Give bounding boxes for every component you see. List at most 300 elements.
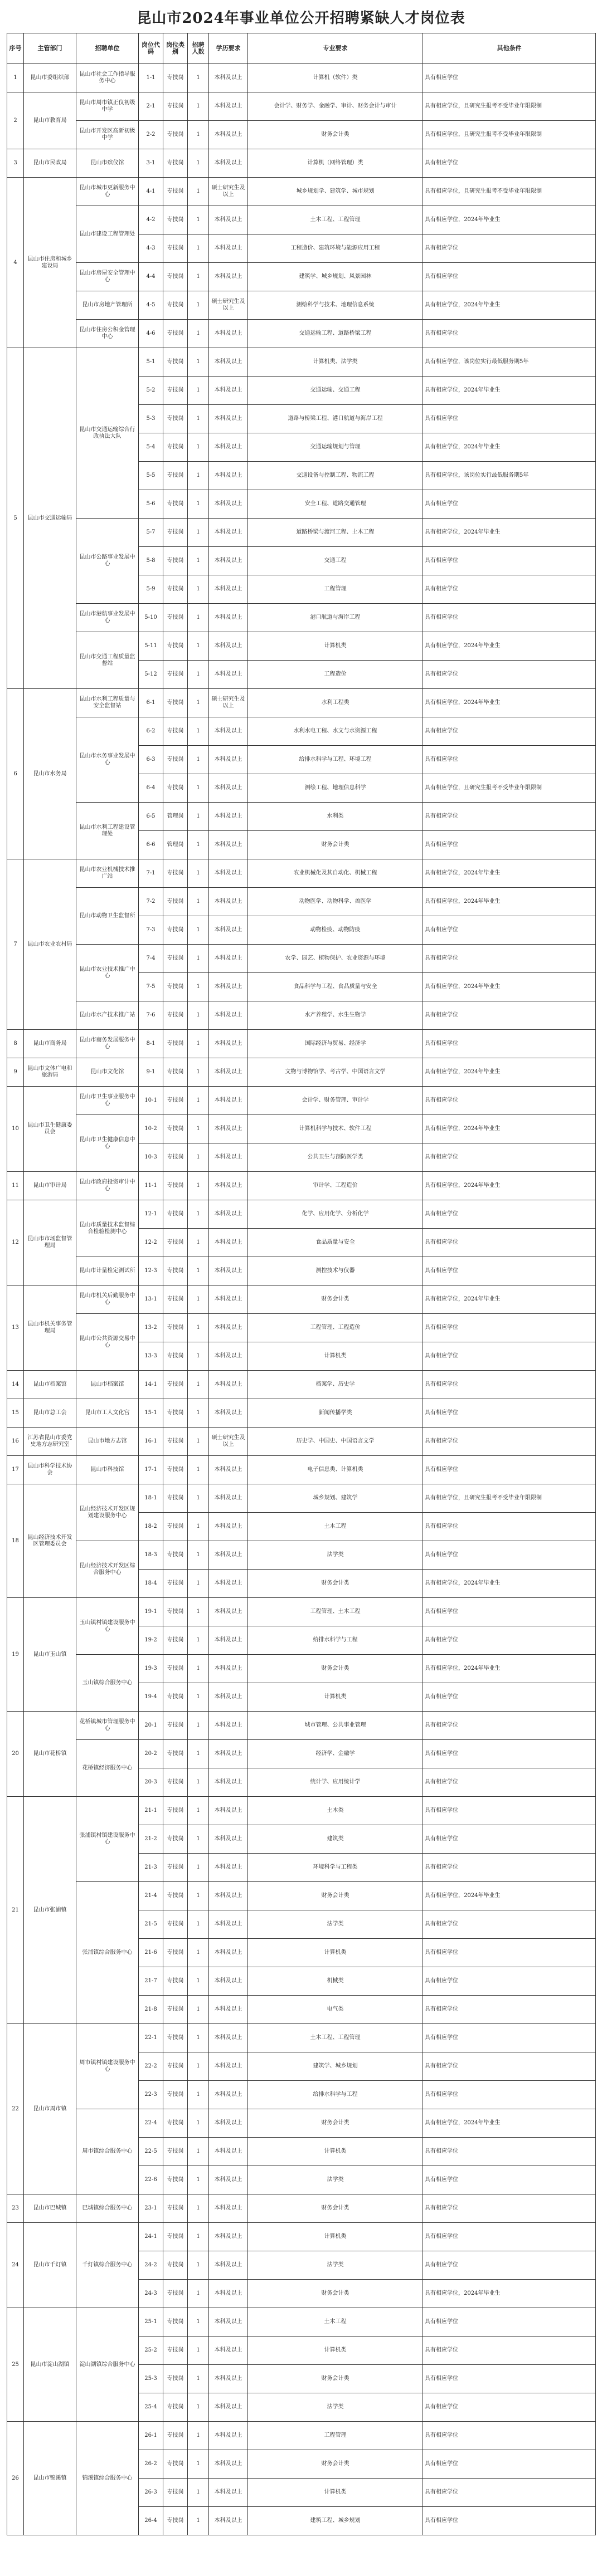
major-cell: 城乡规划、建筑学 xyxy=(248,1484,423,1513)
position-code-cell: 22-4 xyxy=(139,2109,163,2138)
major-cell: 财务会计类 xyxy=(248,1655,423,1683)
other-conditions-cell: 具有相应学位 xyxy=(423,916,596,945)
major-cell: 计算机类、法学类 xyxy=(248,348,423,377)
unit-cell: 昆山市交通运输综合行政执法大队 xyxy=(76,348,139,519)
unit-cell: 花桥镇城市管理服务中心 xyxy=(76,1712,139,1740)
education-cell: 本科及以上 xyxy=(209,1001,248,1030)
major-cell: 道路与桥梁工程、港口航道与海岸工程 xyxy=(248,405,423,433)
position-code-cell: 6-2 xyxy=(139,717,163,746)
position-type-cell: 专技岗 xyxy=(163,689,188,717)
education-cell: 本科及以上 xyxy=(209,1598,248,1626)
position-code-cell: 4-5 xyxy=(139,291,163,320)
major-cell: 档案学、历史学 xyxy=(248,1371,423,1399)
other-conditions-cell: 具有相应学位 xyxy=(423,2393,596,2422)
position-code-cell: 4-1 xyxy=(139,178,163,206)
row-number-cell: 26 xyxy=(7,2422,24,2535)
table-row xyxy=(7,689,596,717)
major-cell: 计算机类 xyxy=(248,2337,423,2365)
headcount-cell: 1 xyxy=(188,1399,209,1428)
position-type-cell: 专技岗 xyxy=(163,2280,188,2308)
headcount-cell: 1 xyxy=(188,717,209,746)
other-conditions-cell: 具有相应学位 xyxy=(423,405,596,433)
position-code-cell: 16-1 xyxy=(139,1428,163,1456)
position-type-cell: 专技岗 xyxy=(163,1285,188,1314)
row-number-cell: 10 xyxy=(7,1087,24,1172)
education-cell: 硕士研究生及以上 xyxy=(209,689,248,717)
unit-cell: 昆山市农业机械技术推广站 xyxy=(76,859,139,888)
position-type-cell: 专技岗 xyxy=(163,1257,188,1285)
education-cell: 本科及以上 xyxy=(209,1200,248,1229)
table-row xyxy=(7,1030,596,1058)
other-conditions-cell: 具有相应学位，2024年毕业生 xyxy=(423,689,596,717)
other-conditions-cell: 具有相应学位 xyxy=(423,1314,596,1342)
position-type-cell: 专技岗 xyxy=(163,121,188,149)
major-cell: 城市管理、公共事业管理 xyxy=(248,1712,423,1740)
other-conditions-cell: 具有相应学位 xyxy=(423,1001,596,1030)
position-code-cell: 26-3 xyxy=(139,2479,163,2507)
major-cell: 财务会计类 xyxy=(248,831,423,859)
position-type-cell: 专技岗 xyxy=(163,1456,188,1484)
position-type-cell: 专技岗 xyxy=(163,746,188,774)
education-cell: 本科及以上 xyxy=(209,1399,248,1428)
other-conditions-cell: 具有相应学位 xyxy=(423,1030,596,1058)
row-number-cell: 8 xyxy=(7,1030,24,1058)
unit-cell: 巴城镇综合服务中心 xyxy=(76,2194,139,2223)
headcount-cell: 1 xyxy=(188,2337,209,2365)
major-cell: 工程管理、土木工程 xyxy=(248,1598,423,1626)
headcount-cell: 1 xyxy=(188,2308,209,2337)
headcount-cell: 1 xyxy=(188,1768,209,1797)
education-cell: 本科及以上 xyxy=(209,348,248,377)
position-type-cell: 管理岗 xyxy=(163,831,188,859)
education-cell: 本科及以上 xyxy=(209,1172,248,1200)
headcount-cell: 1 xyxy=(188,2393,209,2422)
headcount-cell: 1 xyxy=(188,945,209,973)
position-type-cell: 专技岗 xyxy=(163,2337,188,2365)
position-type-cell: 专技岗 xyxy=(163,1342,188,1371)
major-cell: 土木工程 xyxy=(248,1513,423,1541)
major-cell: 测绘科学与技术、地理信息系统 xyxy=(248,291,423,320)
table-row xyxy=(7,92,596,121)
position-type-cell: 专技岗 xyxy=(163,234,188,263)
headcount-cell: 1 xyxy=(188,1740,209,1768)
position-type-cell: 专技岗 xyxy=(163,2308,188,2337)
table-row xyxy=(7,2422,596,2450)
major-cell: 经济学、金融学 xyxy=(248,1740,423,1768)
other-conditions-cell: 具有相应学位 xyxy=(423,1939,596,1967)
other-conditions-cell: 具有相应学位，2024年毕业生 xyxy=(423,1570,596,1598)
headcount-cell: 1 xyxy=(188,121,209,149)
position-code-cell: 10-1 xyxy=(139,1087,163,1115)
table-row xyxy=(7,2109,596,2138)
position-code-cell: 4-3 xyxy=(139,234,163,263)
education-cell: 本科及以上 xyxy=(209,1115,248,1143)
position-code-cell: 19-2 xyxy=(139,1626,163,1655)
education-cell: 本科及以上 xyxy=(209,1967,248,1996)
major-cell: 工程造价、建筑环境与能源应用工程 xyxy=(248,234,423,263)
positions-table xyxy=(7,33,596,2535)
headcount-cell: 1 xyxy=(188,462,209,490)
department-cell: 昆山市科学技术协会 xyxy=(24,1456,76,1484)
position-code-cell: 6-1 xyxy=(139,689,163,717)
position-type-cell: 专技岗 xyxy=(163,92,188,121)
headcount-cell: 1 xyxy=(188,1285,209,1314)
major-cell: 机械类 xyxy=(248,1967,423,1996)
position-code-cell: 1-1 xyxy=(139,64,163,92)
department-cell: 昆山市千灯镇 xyxy=(24,2223,76,2308)
position-type-cell: 专技岗 xyxy=(163,2194,188,2223)
major-cell: 计算机类 xyxy=(248,632,423,661)
headcount-cell: 1 xyxy=(188,1428,209,1456)
education-cell: 本科及以上 xyxy=(209,377,248,405)
other-conditions-cell: 具有相应学位 xyxy=(423,1996,596,2024)
position-type-cell: 专技岗 xyxy=(163,945,188,973)
headcount-cell: 1 xyxy=(188,1030,209,1058)
education-cell: 本科及以上 xyxy=(209,433,248,462)
unit-cell: 昆山市农业技术推广中心 xyxy=(76,945,139,1001)
major-cell: 计算机类 xyxy=(248,1342,423,1371)
row-number-cell: 3 xyxy=(7,149,24,178)
major-cell: 工程管理、工程造价 xyxy=(248,1314,423,1342)
position-code-cell: 7-3 xyxy=(139,916,163,945)
table-row xyxy=(7,291,596,320)
other-conditions-cell: 具有相应学位 xyxy=(423,1967,596,1996)
headcount-cell: 1 xyxy=(188,2194,209,2223)
education-cell: 本科及以上 xyxy=(209,2393,248,2422)
major-cell: 食品科学与工程、食品质量与安全 xyxy=(248,973,423,1001)
major-cell: 水利类 xyxy=(248,803,423,831)
unit-cell: 昆山市质量技术监督综合检验检测中心 xyxy=(76,1200,139,1257)
position-code-cell: 2-1 xyxy=(139,92,163,121)
position-type-cell: 专技岗 xyxy=(163,263,188,291)
major-cell: 法学类 xyxy=(248,2393,423,2422)
table-row xyxy=(7,717,596,746)
table-row xyxy=(7,2024,596,2052)
other-conditions-cell: 具有相应学位，2024年毕业生 xyxy=(423,1655,596,1683)
education-cell: 硕士研究生及以上 xyxy=(209,291,248,320)
position-code-cell: 21-6 xyxy=(139,1939,163,1967)
major-cell: 电子信息类、计算机类 xyxy=(248,1456,423,1484)
major-cell: 给排水科学与工程、环境工程 xyxy=(248,746,423,774)
unit-cell: 昆山市商务发展服务中心 xyxy=(76,1030,139,1058)
headcount-cell: 1 xyxy=(188,1712,209,1740)
department-cell: 昆山市周市镇 xyxy=(24,2024,76,2194)
major-cell: 食品质量与安全 xyxy=(248,1229,423,1257)
position-code-cell: 22-2 xyxy=(139,2052,163,2081)
education-cell: 本科及以上 xyxy=(209,1768,248,1797)
department-cell: 昆山市农业农村局 xyxy=(24,859,76,1030)
position-type-cell: 专技岗 xyxy=(163,1768,188,1797)
other-conditions-cell: 具有相应学位 xyxy=(423,945,596,973)
position-code-cell: 22-6 xyxy=(139,2166,163,2194)
position-type-cell: 专技岗 xyxy=(163,2081,188,2109)
position-code-cell: 13-3 xyxy=(139,1342,163,1371)
unit-cell: 昆山市公路事业发展中心 xyxy=(76,519,139,604)
position-type-cell: 管理岗 xyxy=(163,803,188,831)
unit-cell: 昆山市交通工程质量监督站 xyxy=(76,632,139,689)
education-cell: 本科及以上 xyxy=(209,2365,248,2393)
position-type-cell: 专技岗 xyxy=(163,1314,188,1342)
position-code-cell: 5-6 xyxy=(139,490,163,519)
table-row xyxy=(7,1172,596,1200)
headcount-cell: 1 xyxy=(188,490,209,519)
row-number-cell: 23 xyxy=(7,2194,24,2223)
headcount-cell: 1 xyxy=(188,2280,209,2308)
other-conditions-cell: 具有相应学位 xyxy=(423,2194,596,2223)
other-conditions-cell: 具有相应学位 xyxy=(423,2024,596,2052)
table-row xyxy=(7,803,596,831)
department-cell: 昆山市交通运输局 xyxy=(24,348,76,689)
headcount-cell: 1 xyxy=(188,2109,209,2138)
table-row xyxy=(7,519,596,547)
other-conditions-cell: 具有相应学位 xyxy=(423,1428,596,1456)
education-cell: 本科及以上 xyxy=(209,1712,248,1740)
table-row xyxy=(7,1285,596,1314)
other-conditions-cell: 具有相应学位 xyxy=(423,320,596,348)
table-row xyxy=(7,1001,596,1030)
headcount-cell: 1 xyxy=(188,689,209,717)
other-conditions-cell: 具有相应学位 xyxy=(423,2308,596,2337)
position-code-cell: 18-4 xyxy=(139,1570,163,1598)
major-cell: 会计学、财务管理、审计学 xyxy=(248,1087,423,1115)
position-code-cell: 25-1 xyxy=(139,2308,163,2337)
headcount-cell: 1 xyxy=(188,1570,209,1598)
position-code-cell: 12-2 xyxy=(139,1229,163,1257)
other-conditions-cell: 具有相应学位，且研究生报考不受毕业年限限制 xyxy=(423,121,596,149)
table-row xyxy=(7,2308,596,2337)
position-code-cell: 12-3 xyxy=(139,1257,163,1285)
position-code-cell: 20-1 xyxy=(139,1712,163,1740)
education-cell: 本科及以上 xyxy=(209,1484,248,1513)
position-type-cell: 专技岗 xyxy=(163,519,188,547)
unit-cell: 昆山市周市镇正仪初级中学 xyxy=(76,92,139,121)
department-cell: 昆山市档案馆 xyxy=(24,1371,76,1399)
other-conditions-cell: 具有相应学位，且研究生报考不受毕业年限限制 xyxy=(423,1484,596,1513)
department-cell: 昆山市商务局 xyxy=(24,1030,76,1058)
education-cell: 本科及以上 xyxy=(209,1257,248,1285)
page-title: 昆山市2024年事业单位公开招聘紧缺人才岗位表 xyxy=(137,10,465,27)
unit-cell: 昆山市水利工程质量与安全监督站 xyxy=(76,689,139,717)
department-cell: 江苏省昆山市委党史地方志研究室 xyxy=(24,1428,76,1456)
table-row xyxy=(7,64,596,92)
education-cell: 本科及以上 xyxy=(209,320,248,348)
headcount-cell: 1 xyxy=(188,547,209,575)
other-conditions-cell: 具有相应学位 xyxy=(423,1854,596,1882)
headcount-cell: 1 xyxy=(188,2166,209,2194)
table-row xyxy=(7,2223,596,2251)
headcount-cell: 1 xyxy=(188,1626,209,1655)
position-code-cell: 22-5 xyxy=(139,2138,163,2166)
major-cell: 财务会计类 xyxy=(248,1570,423,1598)
major-cell: 财务会计类 xyxy=(248,2365,423,2393)
row-number-cell: 17 xyxy=(7,1456,24,1484)
position-type-cell: 专技岗 xyxy=(163,632,188,661)
row-number-cell: 2 xyxy=(7,92,24,149)
position-type-cell: 专技岗 xyxy=(163,2052,188,2081)
position-code-cell: 15-1 xyxy=(139,1399,163,1428)
major-cell: 计算机类 xyxy=(248,2138,423,2166)
position-code-cell: 19-3 xyxy=(139,1655,163,1683)
row-number-cell: 6 xyxy=(7,689,24,859)
position-type-cell: 专技岗 xyxy=(163,2251,188,2280)
position-code-cell: 7-4 xyxy=(139,945,163,973)
position-code-cell: 5-2 xyxy=(139,377,163,405)
other-conditions-cell: 具有相应学位 xyxy=(423,2223,596,2251)
other-conditions-cell: 具有相应学位 xyxy=(423,1456,596,1484)
education-cell: 本科及以上 xyxy=(209,2166,248,2194)
position-code-cell: 4-4 xyxy=(139,263,163,291)
row-number-cell: 13 xyxy=(7,1285,24,1371)
table-row xyxy=(7,1428,596,1456)
position-code-cell: 4-6 xyxy=(139,320,163,348)
header-cell: 招聘单位 xyxy=(76,33,139,64)
position-code-cell: 21-8 xyxy=(139,1996,163,2024)
table-row xyxy=(7,149,596,178)
department-cell: 昆山市市场监督管理局 xyxy=(24,1200,76,1285)
other-conditions-cell: 具有相应学位，2024年毕业生 xyxy=(423,519,596,547)
other-conditions-cell: 具有相应学位，2024年毕业生 xyxy=(423,632,596,661)
position-code-cell: 25-2 xyxy=(139,2337,163,2365)
education-cell: 本科及以上 xyxy=(209,945,248,973)
education-cell: 本科及以上 xyxy=(209,973,248,1001)
table-row xyxy=(7,1257,596,1285)
position-code-cell: 7-2 xyxy=(139,888,163,916)
education-cell: 本科及以上 xyxy=(209,632,248,661)
headcount-cell: 1 xyxy=(188,1342,209,1371)
position-code-cell: 6-3 xyxy=(139,746,163,774)
education-cell: 本科及以上 xyxy=(209,1371,248,1399)
other-conditions-cell: 具有相应学位 xyxy=(423,263,596,291)
major-cell: 工程管理 xyxy=(248,575,423,604)
position-type-cell: 专技岗 xyxy=(163,433,188,462)
other-conditions-cell: 具有相应学位，2024年毕业生 xyxy=(423,1882,596,1910)
headcount-cell: 1 xyxy=(188,1996,209,2024)
position-type-cell: 专技岗 xyxy=(163,1484,188,1513)
other-conditions-cell: 具有相应学位，2024年毕业生 xyxy=(423,859,596,888)
headcount-cell: 1 xyxy=(188,859,209,888)
department-cell: 昆山市总工会 xyxy=(24,1399,76,1428)
headcount-cell: 1 xyxy=(188,149,209,178)
unit-cell: 昆山经济技术开发区综合服务中心 xyxy=(76,1541,139,1598)
position-code-cell: 5-10 xyxy=(139,604,163,632)
position-code-cell: 25-3 xyxy=(139,2365,163,2393)
other-conditions-cell: 具有相应学位 xyxy=(423,1342,596,1371)
education-cell: 本科及以上 xyxy=(209,92,248,121)
table-row xyxy=(7,1598,596,1626)
position-code-cell: 22-3 xyxy=(139,2081,163,2109)
department-cell: 昆山市机关事务管理局 xyxy=(24,1285,76,1371)
other-conditions-cell: 具有相应学位，2024年毕业生 xyxy=(423,1115,596,1143)
education-cell: 硕士研究生及以上 xyxy=(209,178,248,206)
headcount-cell: 1 xyxy=(188,1058,209,1087)
position-code-cell: 6-5 xyxy=(139,803,163,831)
other-conditions-cell: 具有相应学位 xyxy=(423,2081,596,2109)
headcount-cell: 1 xyxy=(188,746,209,774)
major-cell: 动物检疫、动物防疫 xyxy=(248,916,423,945)
headcount-cell: 1 xyxy=(188,405,209,433)
major-cell: 建筑工程、城乡规划 xyxy=(248,2507,423,2535)
header-cell: 序号 xyxy=(7,33,24,64)
major-cell: 交通工程 xyxy=(248,547,423,575)
position-code-cell: 7-6 xyxy=(139,1001,163,1030)
position-type-cell: 专技岗 xyxy=(163,604,188,632)
position-type-cell: 专技岗 xyxy=(163,1143,188,1172)
position-type-cell: 专技岗 xyxy=(163,575,188,604)
headcount-cell: 1 xyxy=(188,1200,209,1229)
unit-cell: 昆山经济技术开发区规划建设服务中心 xyxy=(76,1484,139,1541)
header-cell: 招聘人数 xyxy=(188,33,209,64)
headcount-cell: 1 xyxy=(188,1825,209,1854)
position-type-cell: 专技岗 xyxy=(163,1172,188,1200)
headcount-cell: 1 xyxy=(188,2223,209,2251)
headcount-cell: 1 xyxy=(188,1882,209,1910)
headcount-cell: 1 xyxy=(188,291,209,320)
education-cell: 本科及以上 xyxy=(209,1285,248,1314)
education-cell: 本科及以上 xyxy=(209,604,248,632)
other-conditions-cell: 具有相应学位 xyxy=(423,2337,596,2365)
department-cell: 昆山市住房和城乡建设局 xyxy=(24,178,76,348)
education-cell: 本科及以上 xyxy=(209,1655,248,1683)
unit-cell: 张浦镇村镇建设服务中心 xyxy=(76,1797,139,1882)
department-cell: 昆山市锦溪镇 xyxy=(24,2422,76,2535)
position-type-cell: 专技岗 xyxy=(163,2479,188,2507)
unit-cell: 昆山市档案馆 xyxy=(76,1371,139,1399)
position-type-cell: 专技岗 xyxy=(163,973,188,1001)
unit-cell: 昆山市开发区高新初级中学 xyxy=(76,121,139,149)
position-type-cell: 专技岗 xyxy=(163,2024,188,2052)
position-code-cell: 2-2 xyxy=(139,121,163,149)
other-conditions-cell: 具有相应学位 xyxy=(423,1910,596,1939)
major-cell: 计算机类 xyxy=(248,1939,423,1967)
unit-cell: 昆山市地方志馆 xyxy=(76,1428,139,1456)
position-type-cell: 专技岗 xyxy=(163,1996,188,2024)
headcount-cell: 1 xyxy=(188,2507,209,2535)
headcount-cell: 1 xyxy=(188,1143,209,1172)
header-cell: 其他条件 xyxy=(423,33,596,64)
table-row xyxy=(7,1058,596,1087)
headcount-cell: 1 xyxy=(188,178,209,206)
education-cell: 本科及以上 xyxy=(209,519,248,547)
education-cell: 本科及以上 xyxy=(209,2024,248,2052)
position-type-cell: 专技岗 xyxy=(163,1399,188,1428)
headcount-cell: 1 xyxy=(188,1229,209,1257)
other-conditions-cell: 具有相应学位，且研究生报考不受毕业年限限制 xyxy=(423,92,596,121)
table-body xyxy=(7,64,596,2535)
other-conditions-cell: 具有相应学位，2024年毕业生 xyxy=(423,2280,596,2308)
education-cell: 本科及以上 xyxy=(209,1910,248,1939)
other-conditions-cell: 具有相应学位，该岗位实行最低服务期5年 xyxy=(423,462,596,490)
table-row xyxy=(7,263,596,291)
other-conditions-cell: 具有相应学位 xyxy=(423,1143,596,1172)
education-cell: 本科及以上 xyxy=(209,2280,248,2308)
unit-cell: 张浦镇综合服务中心 xyxy=(76,1882,139,2024)
education-cell: 本科及以上 xyxy=(209,263,248,291)
major-cell: 土木工程、工程管理 xyxy=(248,206,423,234)
position-type-cell: 专技岗 xyxy=(163,1058,188,1087)
major-cell: 统计学、应用统计学 xyxy=(248,1768,423,1797)
position-code-cell: 26-2 xyxy=(139,2450,163,2479)
position-type-cell: 专技岗 xyxy=(163,405,188,433)
position-type-cell: 专技岗 xyxy=(163,2450,188,2479)
position-type-cell: 专技岗 xyxy=(163,888,188,916)
education-cell: 本科及以上 xyxy=(209,2138,248,2166)
table-row xyxy=(7,1712,596,1740)
table-row xyxy=(7,1740,596,1768)
position-code-cell: 5-8 xyxy=(139,547,163,575)
table-row xyxy=(7,604,596,632)
unit-cell: 淀山湖镇综合服务中心 xyxy=(76,2308,139,2422)
headcount-cell: 1 xyxy=(188,1598,209,1626)
